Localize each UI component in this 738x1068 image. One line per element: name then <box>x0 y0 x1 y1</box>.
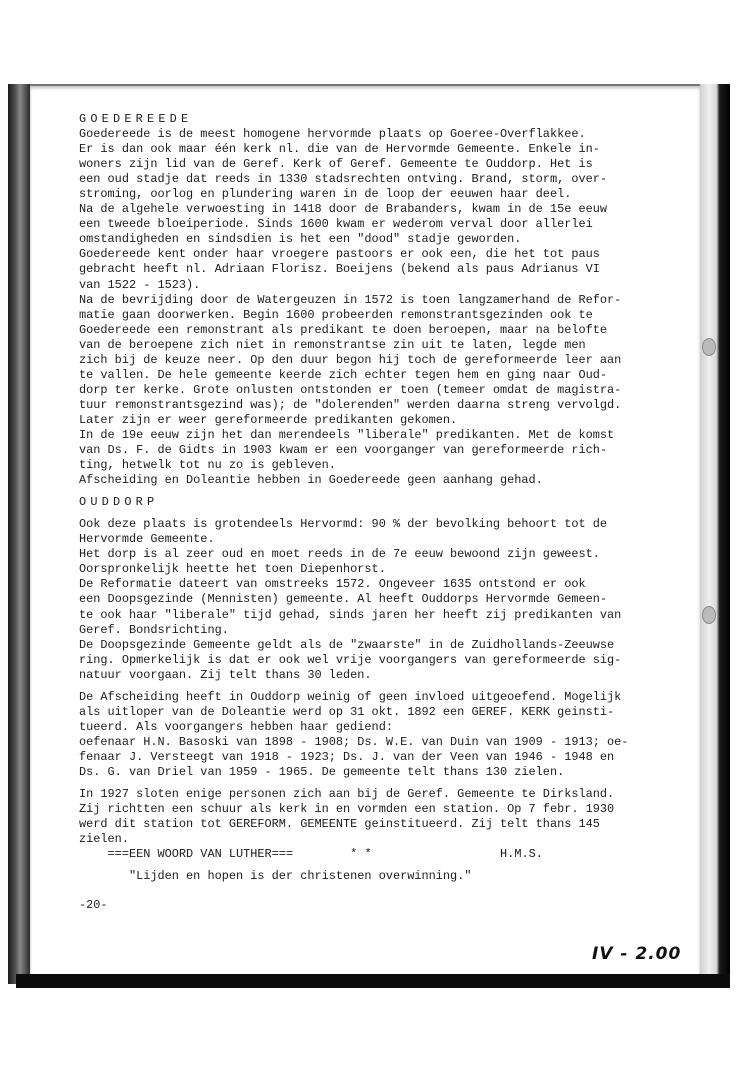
text-line: Na de bevrijding door de Watergeuzen in 1572 is toen langzamerhand de Refor- <box>79 292 622 307</box>
text-line: Oorspronkelijk heette het toen Diepenhorst. <box>79 562 386 577</box>
text-line: De Doopsgezinde Gemeente geldt als de "zwaarste" in de Zuidhollands-Zeeuwse <box>79 637 615 652</box>
text-line: In de 19e eeuw zijn het dan merendeels "liberale" predikanten. Met de komst <box>79 427 615 442</box>
text-line: Goedereede een remonstrant als predikant te doen beroepen, maar na belofte <box>79 322 608 337</box>
text-line: Zij richtten een schuur als kerk in en vormden een station. Op 7 febr. 1930 <box>79 802 615 817</box>
document-text <box>79 112 689 913</box>
text-line: tuur remonstrantsgezind was); de "dolerenden" werden daarna streng vervolgd. <box>79 397 622 412</box>
text-line: woners zijn lid van de Geref. Kerk of Geref. Gemeente te Ouddorp. Het is <box>79 157 593 172</box>
text-line: Geref. Bondsrichting. <box>79 622 229 637</box>
text-line: Afscheiding en Doleantie hebben in Goedereede geen aanhang gehad. <box>79 473 543 488</box>
text-line: zielen. <box>79 832 129 847</box>
text-line: Ds. G. van Driel van 1959 - 1965. De gemeente telt thans 130 zielen. <box>79 764 565 779</box>
text-line: In 1927 sloten enige personen zich aan bij de Geref. Gemeente te Dirksland. <box>79 787 615 802</box>
text-line: dorp ter kerke. Grote onlusten ontstonden er toen (temeer omdat de magistra- <box>79 382 622 397</box>
text-line: van de beroepene zich niet in remonstrantse zin uit te laten, legde men <box>79 337 586 352</box>
text-line: Hervormde Gemeente. <box>79 532 215 547</box>
text-line: een Doopsgezinde (Mennisten) gemeente. Al heeft Ouddorps Hervormde Gemeen- <box>79 592 608 607</box>
text-line: een tweede bloeiperiode. Sinds 1600 kwam er wederom verval door allerlei <box>79 217 593 232</box>
text-line: Ook deze plaats is grotendeels Hervormd: 90 % der bevolking behoort tot de <box>79 517 608 532</box>
section-heading-ouddorp: OUDDORP <box>79 495 159 510</box>
author-initials: H.M.S. <box>500 847 543 862</box>
text-line: gebracht heeft nl. Adriaan Florisz. Boeijens (bekend als paus Adrianus VI <box>79 262 600 277</box>
text-line: tueerd. Als voorgangers hebben haar gediend: <box>79 719 393 734</box>
book-page-edge-right <box>700 84 730 984</box>
signoff-line <box>79 847 689 862</box>
separator-stars: * * <box>350 847 372 862</box>
text-line: Het dorp is al zeer oud en moet reeds in de 7e eeuw bewoond zijn geweest. <box>79 547 600 562</box>
text-line: stroming, oorlog en plundering waren in de loop der eeuwen haar deel. <box>79 187 572 202</box>
book-binding-left <box>8 84 30 984</box>
text-line: Goedereede is de meest homogene hervormde plaats op Goeree-Overflakkee. <box>79 127 586 142</box>
text-line: zich bij de keuze neer. Op den duur begon hij toch de gereformeerde leer aan <box>79 352 622 367</box>
text-line: als uitloper van de Doleantie werd op 31 okt. 1892 een GEREF. KERK geinsti- <box>79 704 615 719</box>
section-heading-goedereede: GOEDEREEDE <box>79 112 193 126</box>
text-line: fenaar J. Versteegt van 1918 - 1923; Ds. J. van der Veen van 1946 - 1948 en <box>79 749 615 764</box>
punch-hole-upper <box>702 338 716 356</box>
text-line: te ook haar "liberale" tijd gehad, sinds jaren her heeft zij predikanten van <box>79 607 622 622</box>
punch-hole-lower <box>702 606 716 624</box>
text-line: ring. Opmerkelijk is dat er ook wel vrije voorgangers van gereformeerde sig- <box>79 652 622 667</box>
luther-quote: "Lijden en hopen is der christenen overwinning." <box>128 869 472 884</box>
text-line: van 1522 - 1523). <box>79 277 201 292</box>
book-bottom-edge <box>16 974 730 988</box>
handwritten-archive-note: IV - 2.00 <box>592 944 682 964</box>
text-line: matie gaan doorwerken. Begin 1600 probeerden remonstrantsgezinden ook te <box>79 307 593 322</box>
text-line: oefenaar H.N. Basoski van 1898 - 1908; Ds. W.E. van Duin van 1909 - 1913; oe- <box>79 734 629 749</box>
luther-quote-line <box>79 869 689 884</box>
text-line: van Ds. F. de Gidts in 1903 kwam er een voorganger van gereformeerde rich- <box>79 443 608 458</box>
text-line: Na de algehele verwoesting in 1418 door de Brabanders, kwam in de 15e eeuw <box>79 202 608 217</box>
text-line: omstandigheden en sindsdien is het een "dood" stadje geworden. <box>79 232 522 247</box>
page-number: -20- <box>79 898 108 913</box>
text-line: Later zijn er weer gereformeerde predikanten gekomen. <box>79 412 458 427</box>
luther-heading: ===EEN WOORD VAN LUTHER=== <box>107 847 294 862</box>
text-line: natuur voorgaan. Zij telt thans 30 leden. <box>79 667 372 682</box>
text-line: Goedereede kent onder haar vroegere pastoors er ook een, die het tot paus <box>79 247 600 262</box>
text-line: De Reformatie dateert van omstreeks 1572. Ongeveer 1635 ontstond er ook <box>79 577 586 592</box>
text-line: een oud stadje dat reeds in 1330 stadsrechten ontving. Brand, storm, over- <box>79 172 608 187</box>
text-line: De Afscheiding heeft in Ouddorp weinig of geen invloed uitgeoefend. Mogelijk <box>79 689 622 704</box>
text-line: Er is dan ook maar één kerk nl. die van de Hervormde Gemeente. Enkele in- <box>79 142 600 157</box>
text-line: te vallen. De hele gemeente keerde zich echter tegen hem en ging naar Oud- <box>79 367 608 382</box>
text-line: ting, hetwelk tot nu zo is gebleven. <box>79 458 336 473</box>
text-line: werd dit station tot GEREFORM. GEMEENTE geinstitueerd. Zij telt thans 145 <box>79 817 600 832</box>
